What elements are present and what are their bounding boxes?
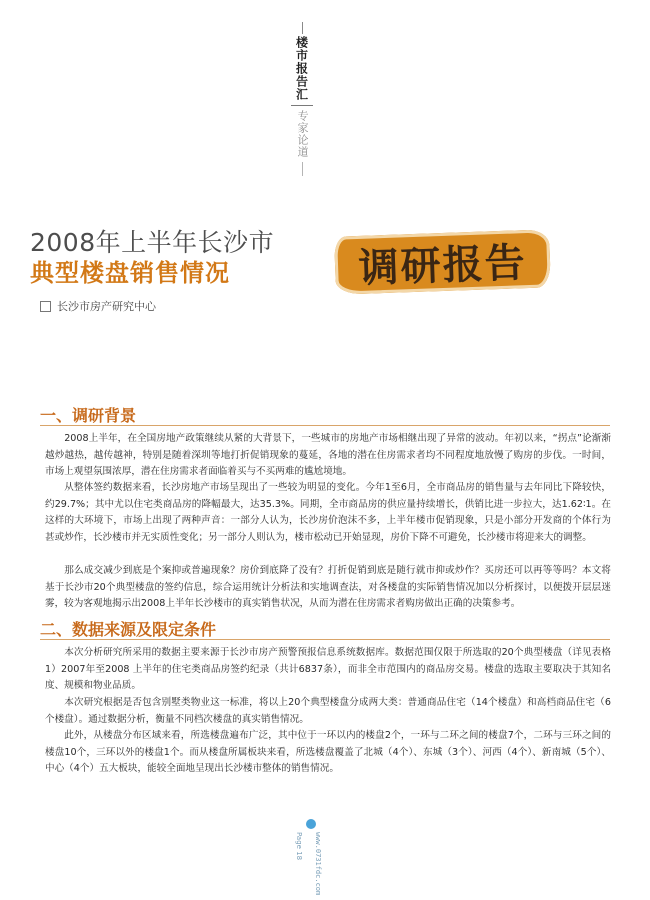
author-name: 长沙市房产研究中心	[57, 300, 156, 313]
page-footer	[292, 812, 332, 896]
page-dot-icon	[306, 819, 316, 829]
side-tab-sub-label: 专家论道	[296, 110, 309, 158]
title-line-2: 典型楼盘销售情况	[30, 259, 230, 287]
side-tab	[287, 22, 317, 176]
section-divider	[40, 639, 610, 640]
paragraph: 本次研究根据是否包含别墅类物业这一标准，将以上20个典型楼盘分成两大类：普通商品住宅（14个楼盘）和高档商品住宅（6个楼盘）。通过数据分析，衡量不同档次楼盘的真实销售情况。	[45, 697, 611, 725]
section-heading-data-source: 二、数据来源及限定条件	[40, 620, 217, 639]
paragraph: 此外，从楼盘分布区域来看，所选楼盘遍布广泛，其中位于一环以内的楼盘2个，一环与二环之间的楼盘7个，二环与三环之间的楼盘10个，三环以外的楼盘1个。而从楼盘所属板块来看，所选楼盘覆盖了北城（4个）、东城（3个）、河西（4个）、新南城（5个）、中心（4个）五大板块，能较全面地呈现出长沙楼市整体的销售情况。	[45, 730, 611, 774]
side-tab-bar-bottom	[302, 162, 303, 176]
title-badge-text: 调研报告	[357, 239, 528, 292]
page-label-text: Page	[295, 832, 303, 849]
side-tab-divider	[291, 105, 313, 106]
article-title	[30, 223, 630, 303]
checkbox-square-icon	[40, 301, 51, 312]
page-label	[295, 832, 303, 860]
title-line-1: 2008年上半年长沙市	[30, 228, 275, 257]
side-tab-bar	[302, 22, 303, 34]
paragraph: 本次分析研究所采用的数据主要来源于长沙市房产预警预报信息系统数据库。数据范围仅限于所选取的20个典型楼盘（详见表格1）2007年至2008 上半年的住宅类商品房签约纪录（共计6837条），而非全市范围内的商品房交易。楼盘的选取主要取决于其知名度、规模和物业品质。	[45, 647, 611, 691]
paragraph: 从整体签约数据来看，长沙房地产市场呈现出了一些较为明显的变化。今年1至6月，全市商品房的销售量与去年同比下降较快，约29.7%；其中尤以住宅类商品房的降幅最大，达35.3%。同期，全市商品房的供应量持续增长，供销比进一步拉大，达1.62∶1。在这样的大环境下，市场上出现了两种声音：一部分人认为，长沙房价泡沫不多，上半年楼市促销现象，只是小部分开发商的个体行为甚或炒作，长沙楼市并无实质性变化；另一部分人则认为，楼市松动已开始显现，房价下降不可避免，长沙楼市将迎来大的调整。	[45, 482, 611, 543]
author-line	[40, 298, 156, 314]
paragraph: 2008上半年，在全国房地产政策继续从紧的大背景下，一些城市的房地产市场相继出现了异常的波动。年初以来，“拐点”论渐渐越炒越热，越传越神，特别是随着深圳等地打折促销现象的蔓延，各地的潜在住房需求者均不同程度地放慢了购房的步伐。一时间，市场上观望氛围浓厚，潜在住房需求者面临着买与不买两难的尴尬境地。	[45, 433, 611, 477]
title-badge	[334, 229, 551, 294]
website-url[interactable]: www.0731fdc.com	[314, 832, 322, 896]
page-number: 18	[295, 851, 303, 861]
section-heading-background: 一、调研背景	[40, 406, 137, 425]
section-divider	[40, 425, 610, 426]
side-tab-main-label: 楼市报告汇	[294, 36, 309, 101]
paragraph: 那么成交减少到底是个案抑或普遍现象？房价到底降了没有？打折促销到底是随行就市抑或炒作？买房还可以再等等吗？本文将基于长沙市20个典型楼盘的签约信息，综合运用统计分析法和实地调查法，对各楼盘的实际销售情况加以分析探讨，以便拨开层层迷雾，较为客观地揭示出2008上半年长沙楼市的真实销售状况，从而为潜在住房需求者购房做出正确的决策参考。	[45, 565, 611, 609]
